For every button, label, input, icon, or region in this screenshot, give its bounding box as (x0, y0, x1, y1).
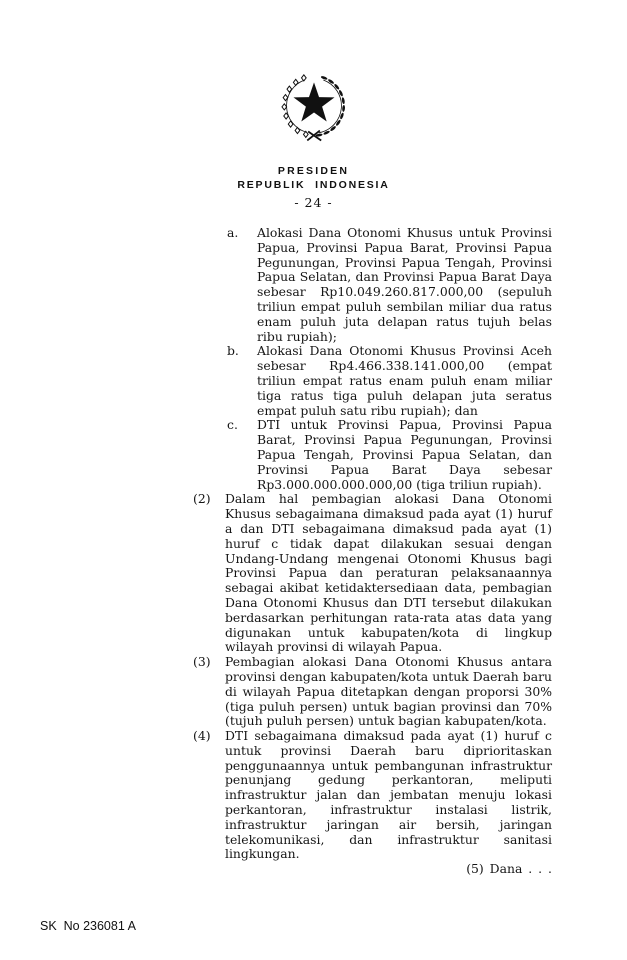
item-label: a. (227, 225, 239, 240)
document-header (0, 68, 627, 210)
list-item-4 (193, 729, 552, 862)
header-republik-indonesia: REPUBLIK INDONESIA (237, 179, 390, 191)
list-item-3 (193, 655, 552, 729)
item-label: (2) (193, 491, 211, 507)
header-presiden: PRESIDEN (277, 165, 350, 177)
document-body (193, 226, 552, 877)
item-label: (3) (193, 654, 211, 670)
item-text: Dalam hal pembagian alokasi Dana Otonomi Khusus sebagaimana dimaksud pada ayat (1) huruf a dan DTI sebagaimana dimaksud pada ayat (1) huruf c tidak dapat dilakukan sesuai dengan Undang-Undang mengenai Otonomi Khusus bagi Provinsi Papua dan peraturan pelaksanaannya sebagai akibat ketidaktersediaan data, pembagian Dana Otonomi Khusus dan DTI tersebut dilakukan berdasarkan perhitungan rata-rata atas data yang digunakan untuk kabupaten/kota di lingkup wilayah provinsi di wilayah Papua. (225, 491, 552, 655)
list-item-a (227, 226, 552, 344)
list-item-b (227, 344, 552, 418)
list-item-2 (193, 492, 552, 655)
item-text: Pembagian alokasi Dana Otonomi Khusus antara provinsi dengan kabupaten/kota untuk Daerah baru di wilayah Papua ditetapkan dengan proporsi 30% (tiga puluh persen) untuk bagian provinsi dan 70% (tujuh puluh persen) untuk bagian kabupaten/kota. (225, 654, 552, 729)
numbered-list (193, 492, 552, 862)
lettered-list (227, 226, 552, 492)
list-item-c (227, 418, 552, 492)
item-text: DTI sebagaimana dimaksud pada ayat (1) huruf c untuk provinsi Daerah baru diprioritaskan penggunaannya untuk pembangunan infrastruktur penunjang gedung perkantoran, meliputi infrastruktur jalan dan jembatan menuju lokasi perkantoran, infrastruktur instalasi listrik, infrastruktur jaringan air bersih, jaringan telekomunikasi, dan infrastruktur sanitasi lingkungan. (225, 728, 552, 862)
item-label: (4) (193, 728, 211, 744)
item-label: b. (227, 343, 239, 359)
catchword: (5) Dana . . . (466, 861, 552, 877)
item-label: c. (227, 417, 238, 433)
sk-number: SK No 236081 A (40, 919, 136, 933)
page-number: - 24 - (294, 195, 333, 210)
item-text: Alokasi Dana Otonomi Khusus Provinsi Aceh sebesar Rp4.466.338.141.000,00 (empat triliun empat ratus enam puluh enam miliar tiga ratus tiga puluh delapan juta seratus empat puluh satu ribu rupiah); dan (257, 343, 552, 418)
item-text: Alokasi Dana Otonomi Khusus untuk Provinsi Papua, Provinsi Papua Barat, Provinsi Papua Pegunungan, Provinsi Papua Tengah, Provinsi Papua Selatan, dan Provinsi Papua Barat Daya sebesar Rp10.049.260.817.000,00 (sepuluh triliun empat puluh sembilan miliar dua ratus enam puluh juta delapan ratus tujuh belas ribu rupiah); (257, 225, 552, 344)
presidential-seal-icon (267, 68, 361, 158)
item-text: DTI untuk Provinsi Papua, Provinsi Papua Barat, Provinsi Papua Pegunungan, Provinsi Papua Tengah, Provinsi Papua Selatan, dan Provinsi Papua Barat Daya sebesar Rp3.000.000.000.000,00 (tiga triliun rupiah). (257, 417, 552, 492)
